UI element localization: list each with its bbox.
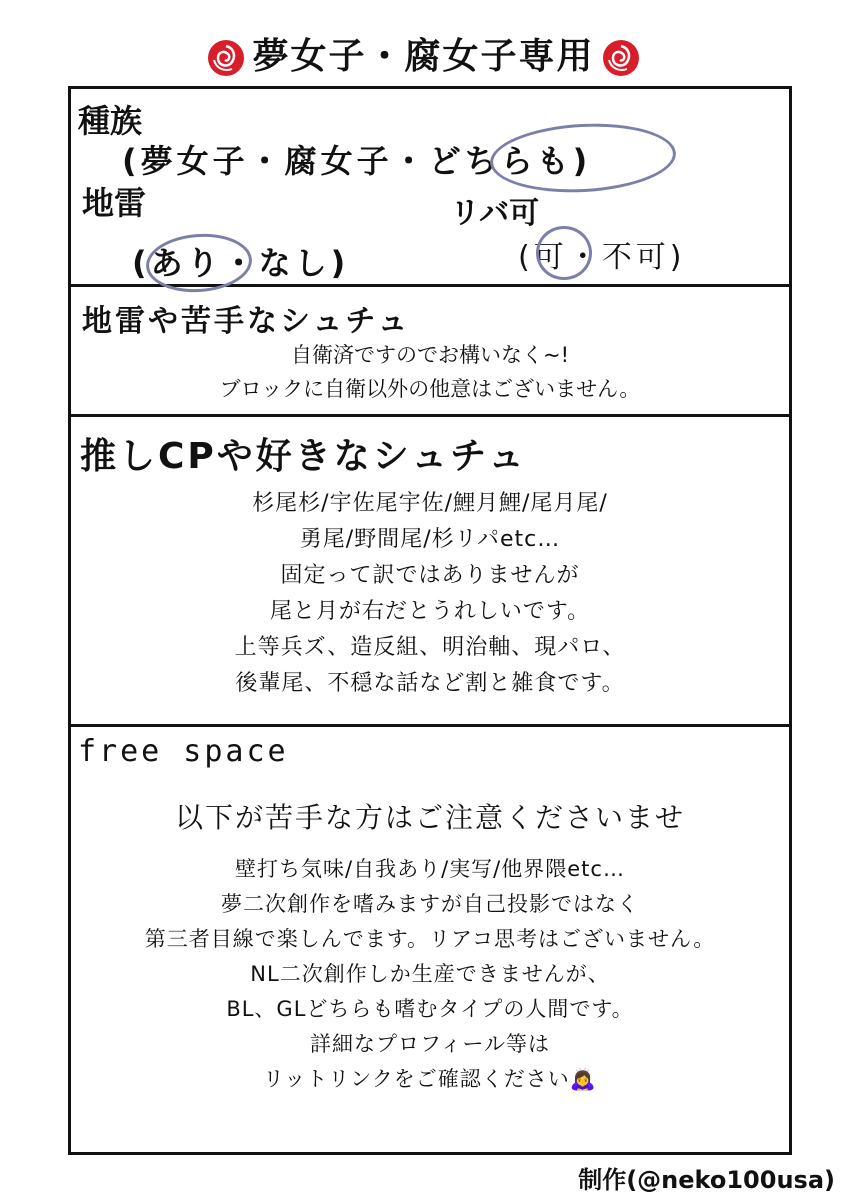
free-text — [68, 852, 792, 1097]
text-line: 尾と月が右だとうれしいです。 — [269, 599, 591, 624]
text-line: BL、GLどちらも嗜むタイプの人間です。 — [226, 997, 634, 1021]
riba-label: リバ可 — [450, 196, 540, 231]
text-line: 後輩尾、不穏な話など割と雑食です。 — [235, 671, 625, 696]
text-line: ブロックに自衛以外の他意はございません。 — [219, 377, 641, 401]
dislikes-text — [68, 338, 792, 406]
species-label: 種族 — [78, 102, 143, 140]
text-line: 固定って訳ではありませんが — [280, 563, 580, 588]
rose-icon — [206, 38, 246, 78]
text-line: NL二次創作しか生産できませんが、 — [250, 962, 610, 986]
dislikes-heading: 地雷や苦手なシュチュ — [82, 304, 411, 339]
rose-icon — [601, 38, 641, 78]
text-line: 壁打ち気味/自我あり/実写/他界隈etc… — [235, 857, 625, 881]
credit-text: 制作(@neko100usa) — [578, 1166, 835, 1194]
page-title — [0, 28, 847, 79]
text-line: 自衛済ですのでお構いなく~! — [290, 343, 569, 367]
text-line: 杉尾杉/宇佐尾宇佐/鯉月鯉/尾月尾/ — [252, 491, 608, 516]
text-line: 夢二次創作を嗜みますが自己投影ではなく — [221, 892, 639, 916]
selection-circle — [536, 226, 592, 280]
text-line: 詳細なプロフィール等は — [310, 1032, 550, 1056]
text-line: 上等兵ズ、造反組、明治軸、現パロ、 — [234, 635, 626, 660]
species-options: (夢女子・腐女子・どちらも) — [122, 142, 592, 180]
section-divider — [68, 414, 792, 417]
jirai-label: 地雷 — [82, 184, 147, 222]
free-subheading: 以下が苦手な方はご注意くださいませ — [174, 801, 685, 834]
text-line: 第三者目線で楽しんでます。リアコ思考はございません。 — [144, 927, 716, 951]
title-text: 夢女子・腐女子専用 — [252, 36, 595, 77]
section-divider — [68, 724, 792, 727]
text-line: 勇尾/野間尾/杉リパetc… — [299, 527, 561, 552]
riba-options: (可・不可) — [518, 240, 686, 275]
free-space-heading: free space — [78, 734, 289, 769]
jirai-options: (あり・なし) — [132, 244, 350, 282]
likes-heading: 推しCPや好きなシュチュ — [80, 436, 528, 477]
text-line: リットリンクをご確認ください🙇‍♀️ — [263, 1067, 597, 1091]
likes-text — [68, 486, 792, 702]
